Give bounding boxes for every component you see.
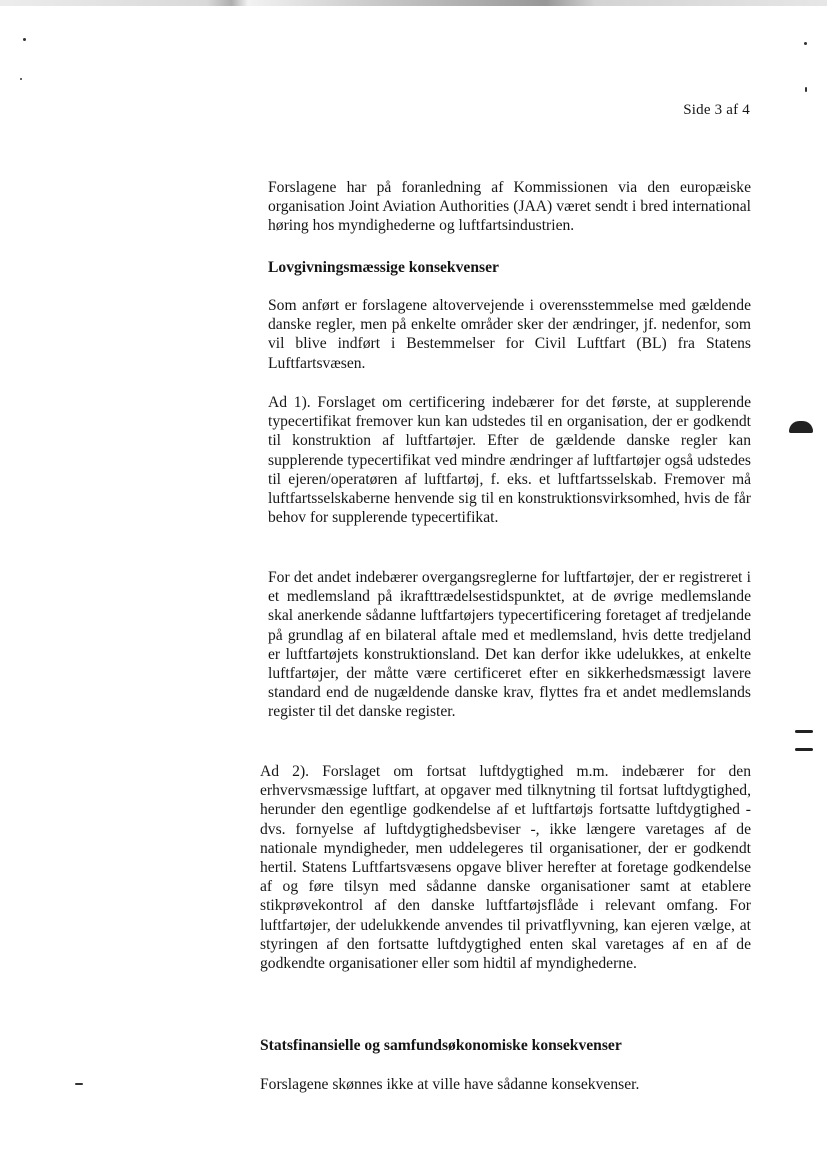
punch-hole-mark [795, 730, 813, 733]
financial-paragraph: Forslagene skønnes ikke at ville have sådanne konsekvenser. [260, 1076, 640, 1093]
intro-paragraph: Forslagene har på foranledning af Kommissionen via den europæiske organisation Joint Aviation Authorities (JAA) været sendt i bred international høring hos myndighederne og luftfartsindustrien. [268, 179, 751, 235]
ad1-paragraph: Ad 1). Forslaget om certificering indebærer for det første, at supplerende typecertifikat fremover kun kan udstedes til en organisation, der er godkendt til konstruktion af luftfartøjer. Efter de gældende danske regler kan supplerende typecertifikat ved mindre ændringer af luftfartøjer også udstedes til ejeren/operatøren af luftfartøj, f. eks. et luftfartsselskab. Fremover må luftfartsselskaberne henvende sig til en konstruktionsvirksomhed, hvis de får behov for supplerende typecertifikat. [268, 394, 751, 527]
punch-hole-mark [795, 748, 813, 751]
scan-speck [75, 1083, 83, 1085]
section-heading-legislative: Lovgivningsmæssige konsekvenser [268, 259, 499, 276]
legislative-paragraph: Som anført er forslagene altovervejende i overensstemmelse med gældende danske regler, men på enkelte områder sker der ændringer, jf. nedenfor, som vil blive indført i Bestemmelser for Civil Luftfart (BL) fra Statens Luftfartsvæsen. [268, 297, 751, 372]
punch-hole-mark [789, 421, 813, 433]
scan-speck [23, 38, 26, 41]
page-number: Side 3 af 4 [683, 102, 750, 118]
scan-edge [0, 0, 827, 6]
ad2-paragraph: Ad 2). Forslaget om fortsat luftdygtighed m.m. indebærer for den erhvervsmæssige luftfart, at opgaver med tilknytning til fortsat luftdygtighed, herunder den egentlige godkendelse af et luftfartøjs fortsatte luftdygtighed - dvs. fornyelse af luftdygtighedsbeviser -, ikke længere varetages af de nationale myndigheder, men uddelegeres til organisationer, der er godkendt hertil. Statens Luftfartsvæsens opgave bliver herefter at foretage godkendelse af og føre tilsyn med sådanne danske organisationer samt at etablere stikprøvekontrol af den danske luftfartøjsflåde i relevant omfang. For luftfartøjer, der udelukkende anvendes til privatflyvning, kan ejeren vælge, at styringen af den fortsatte luftdygtighed enten skal varetages af en af de godkendte organisationer eller som hidtil af myndighederne. [260, 763, 751, 973]
scan-speck [805, 87, 807, 92]
transition-rules-paragraph: For det andet indebærer overgangsreglerne for luftfartøjer, der er registreret i et medlemsland på ikrafttrædelsestidspunktet, at de øvrige medlemslande skal anerkende sådanne luftfartøjers typecertificering foretaget af tredjelande på grundlag af en bilateral aftale med et medlemsland, hvis dette tredjeland er luftfartøjets konstruktionsland. Det kan derfor ikke udelukkes, at enkelte luftfartøjer, der måtte være certificeret efter en sikkerhedsmæssigt lavere standard end de nugældende danske krav, flyttes fra et andet medlemslands register til det danske register. [268, 569, 751, 721]
scan-speck [804, 42, 807, 45]
scan-speck [20, 78, 22, 80]
section-heading-financial: Statsfinansielle og samfundsøkonomiske konsekvenser [260, 1037, 622, 1054]
